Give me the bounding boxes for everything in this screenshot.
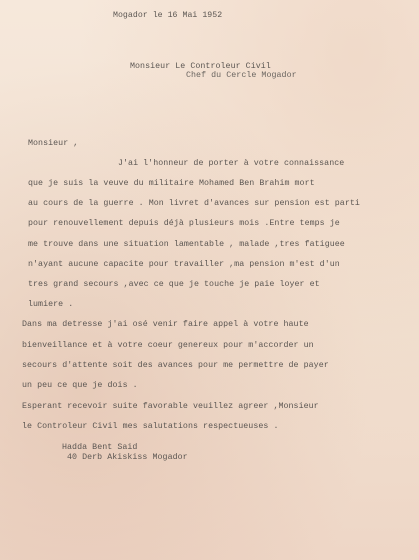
body-line: Dans ma detresse j'ai osé venir faire appel à votre haute: [22, 320, 309, 329]
body-line: secours d'attente soit des avances pour me permettre de payer: [22, 361, 329, 370]
body-line: pour renouvellement depuis déjà plusieurs mois .Entre temps je: [28, 219, 340, 228]
signature-address: 40 Derb Akiskiss Mogador: [67, 453, 188, 462]
body-line: me trouve dans une situation lamentable , malade ,tres fatiguee: [28, 240, 345, 249]
body-line: tres grand secours ,avec ce que je touche je paie loyer et: [28, 280, 320, 289]
body-line: bienveillance et à votre coeur genereux pour m'accorder un: [22, 341, 314, 350]
recipient-line-2: Chef du Cercle Mogador: [186, 71, 297, 80]
body-line: au cours de la guerre . Mon livret d'avances sur pension est parti: [28, 199, 360, 208]
recipient-line-1: Monsieur Le Controleur Civil: [130, 62, 271, 71]
body-line: que je suis la veuve du militaire Mohamed Ben Brahim mort: [28, 179, 315, 188]
salutation: Monsieur ,: [28, 139, 79, 148]
body-line: un peu ce que je dois .: [22, 381, 138, 390]
body-line: lumiere .: [28, 300, 74, 309]
body-line: J'ai l'honneur de porter à votre connaissance: [118, 159, 345, 168]
letter-date: Mogador le 16 Mai 1952: [113, 11, 223, 20]
signature-name: Hadda Bent Said: [62, 443, 138, 452]
body-line: Esperant recevoir suite favorable veuillez agreer ,Monsieur: [22, 402, 319, 411]
body-line: n'ayant aucune capacite pour travailler ,ma pension m'est d'un: [28, 260, 340, 269]
body-line: le Controleur Civil mes salutations respectueuses .: [22, 422, 279, 431]
